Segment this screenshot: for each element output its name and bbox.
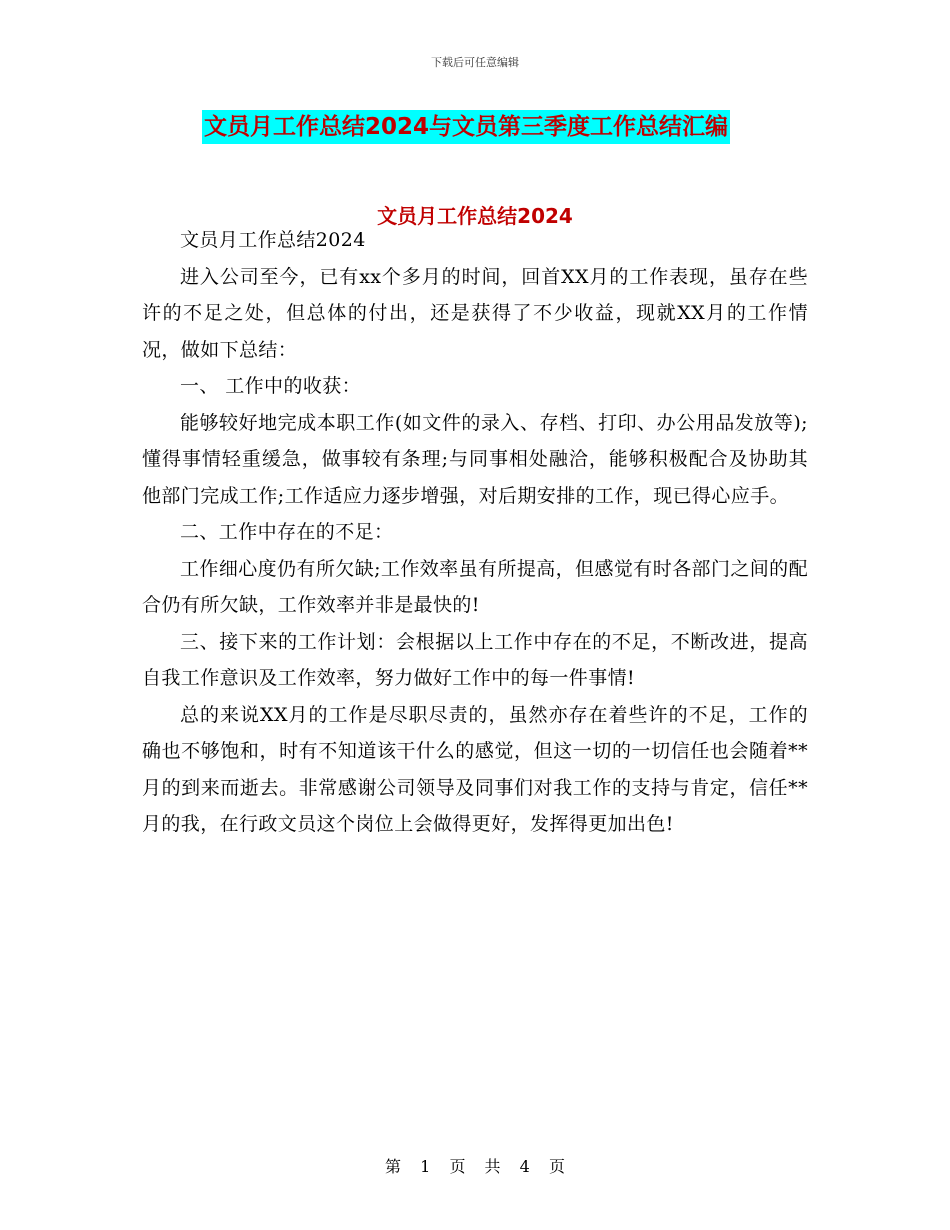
main-title: 文员月工作总结2024与文员第三季度工作总结汇编	[202, 110, 730, 144]
footer-suffix: 页	[548, 1157, 565, 1176]
page-footer	[0, 1154, 950, 1177]
paragraph-shortcomings: 工作细心度仍有所欠缺;工作效率虽有所提高，但感觉有时各部门之间的配合仍有所欠缺，工作效率并非是最快的!	[142, 557, 808, 616]
body-text	[142, 222, 808, 843]
footer-prefix: 第	[385, 1157, 402, 1176]
paragraph-subtitle: 文员月工作总结2024	[180, 229, 366, 251]
footer-total-pages: 4	[519, 1157, 530, 1176]
paragraph-conclusion: 总的来说XX月的工作是尽职尽责的，虽然亦存在着些许的不足，工作的确也不够饱和，时有不知道该干什么的感觉，但这一切的一切信任也会随着**月的到来而逝去。非常感谢公司领导及同事们对我工作的支持与肯定，信任**月的我，在行政文员这个岗位上会做得更好，发挥得更加出色!	[142, 703, 808, 835]
footer-mid1: 页	[449, 1157, 466, 1176]
paragraph-intro: 进入公司至今，已有xx个多月的时间，回首XX月的工作表现，虽存在些许的不足之处，但总体的付出，还是获得了不少收益，现就XX月的工作情况，做如下总结：	[142, 265, 808, 361]
footer-mid2: 共	[484, 1157, 501, 1176]
header-note: 下载后可任意编辑	[431, 56, 519, 69]
paragraph-plan: 三、接下来的工作计划：会根据以上工作中存在的不足，不断改进，提高自我工作意识及工作效率，努力做好工作中的每一件事情!	[142, 630, 808, 689]
section-title: 文员月工作总结2024	[377, 204, 573, 228]
paragraph-gains: 能够较好地完成本职工作(如文件的录入、存档、打印、办公用品发放等);懂得事情轻重缓急，做事较有条理;与同事相处融洽，能够积极配合及协助其他部门完成工作;工作适应力逐步增强，对后期安排的工作，现已得心应手。	[142, 411, 808, 507]
paragraph-heading-gains: 一、 工作中的收获：	[180, 375, 362, 397]
footer-current-page: 1	[420, 1157, 431, 1176]
paragraph-heading-shortcomings: 二、工作中存在的不足：	[180, 521, 394, 543]
